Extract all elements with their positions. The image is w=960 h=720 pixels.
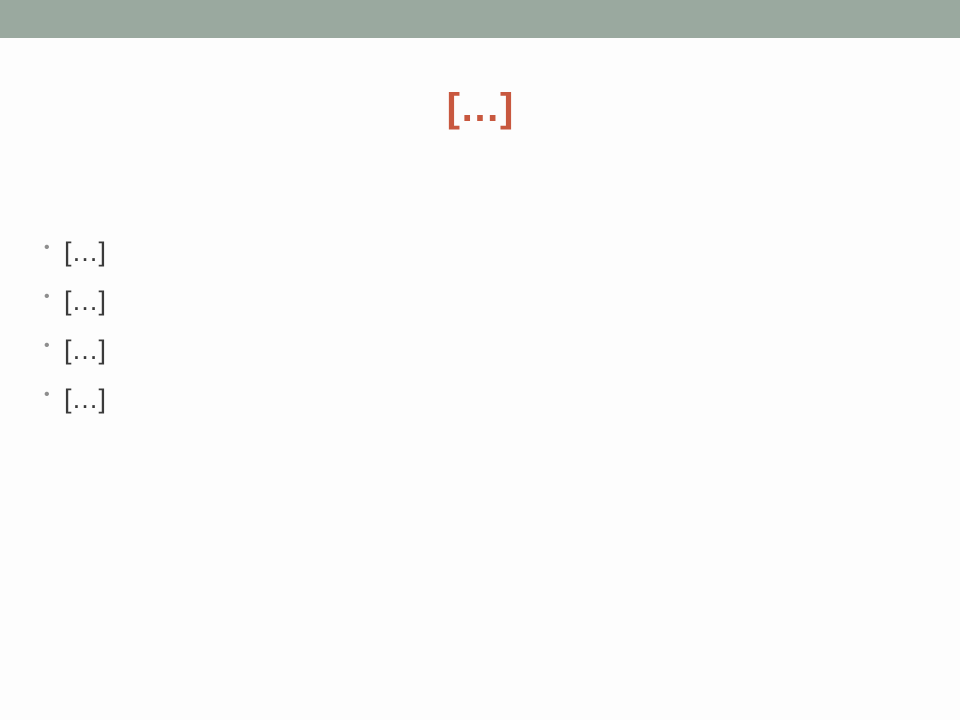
bullet-marker: • <box>44 386 50 403</box>
bullet-marker: • <box>44 337 50 354</box>
bullet-item-diet <box>42 381 902 418</box>
bullet-marker: • <box>44 288 50 305</box>
bullet-text: […] <box>64 237 107 267</box>
bullet-marker: • <box>44 239 50 256</box>
slide-title: […] <box>446 86 514 130</box>
bullet-text: […] <box>64 335 107 365</box>
slide <box>0 38 960 720</box>
bullet-list <box>42 234 902 430</box>
bullet-item-indications <box>42 234 902 271</box>
top-accent-bar <box>0 0 960 38</box>
bullet-item-fixation <box>42 283 902 320</box>
bullet-text: […] <box>64 384 107 414</box>
bullet-item-operative-field <box>42 332 902 369</box>
bullet-text: […] <box>64 286 107 316</box>
